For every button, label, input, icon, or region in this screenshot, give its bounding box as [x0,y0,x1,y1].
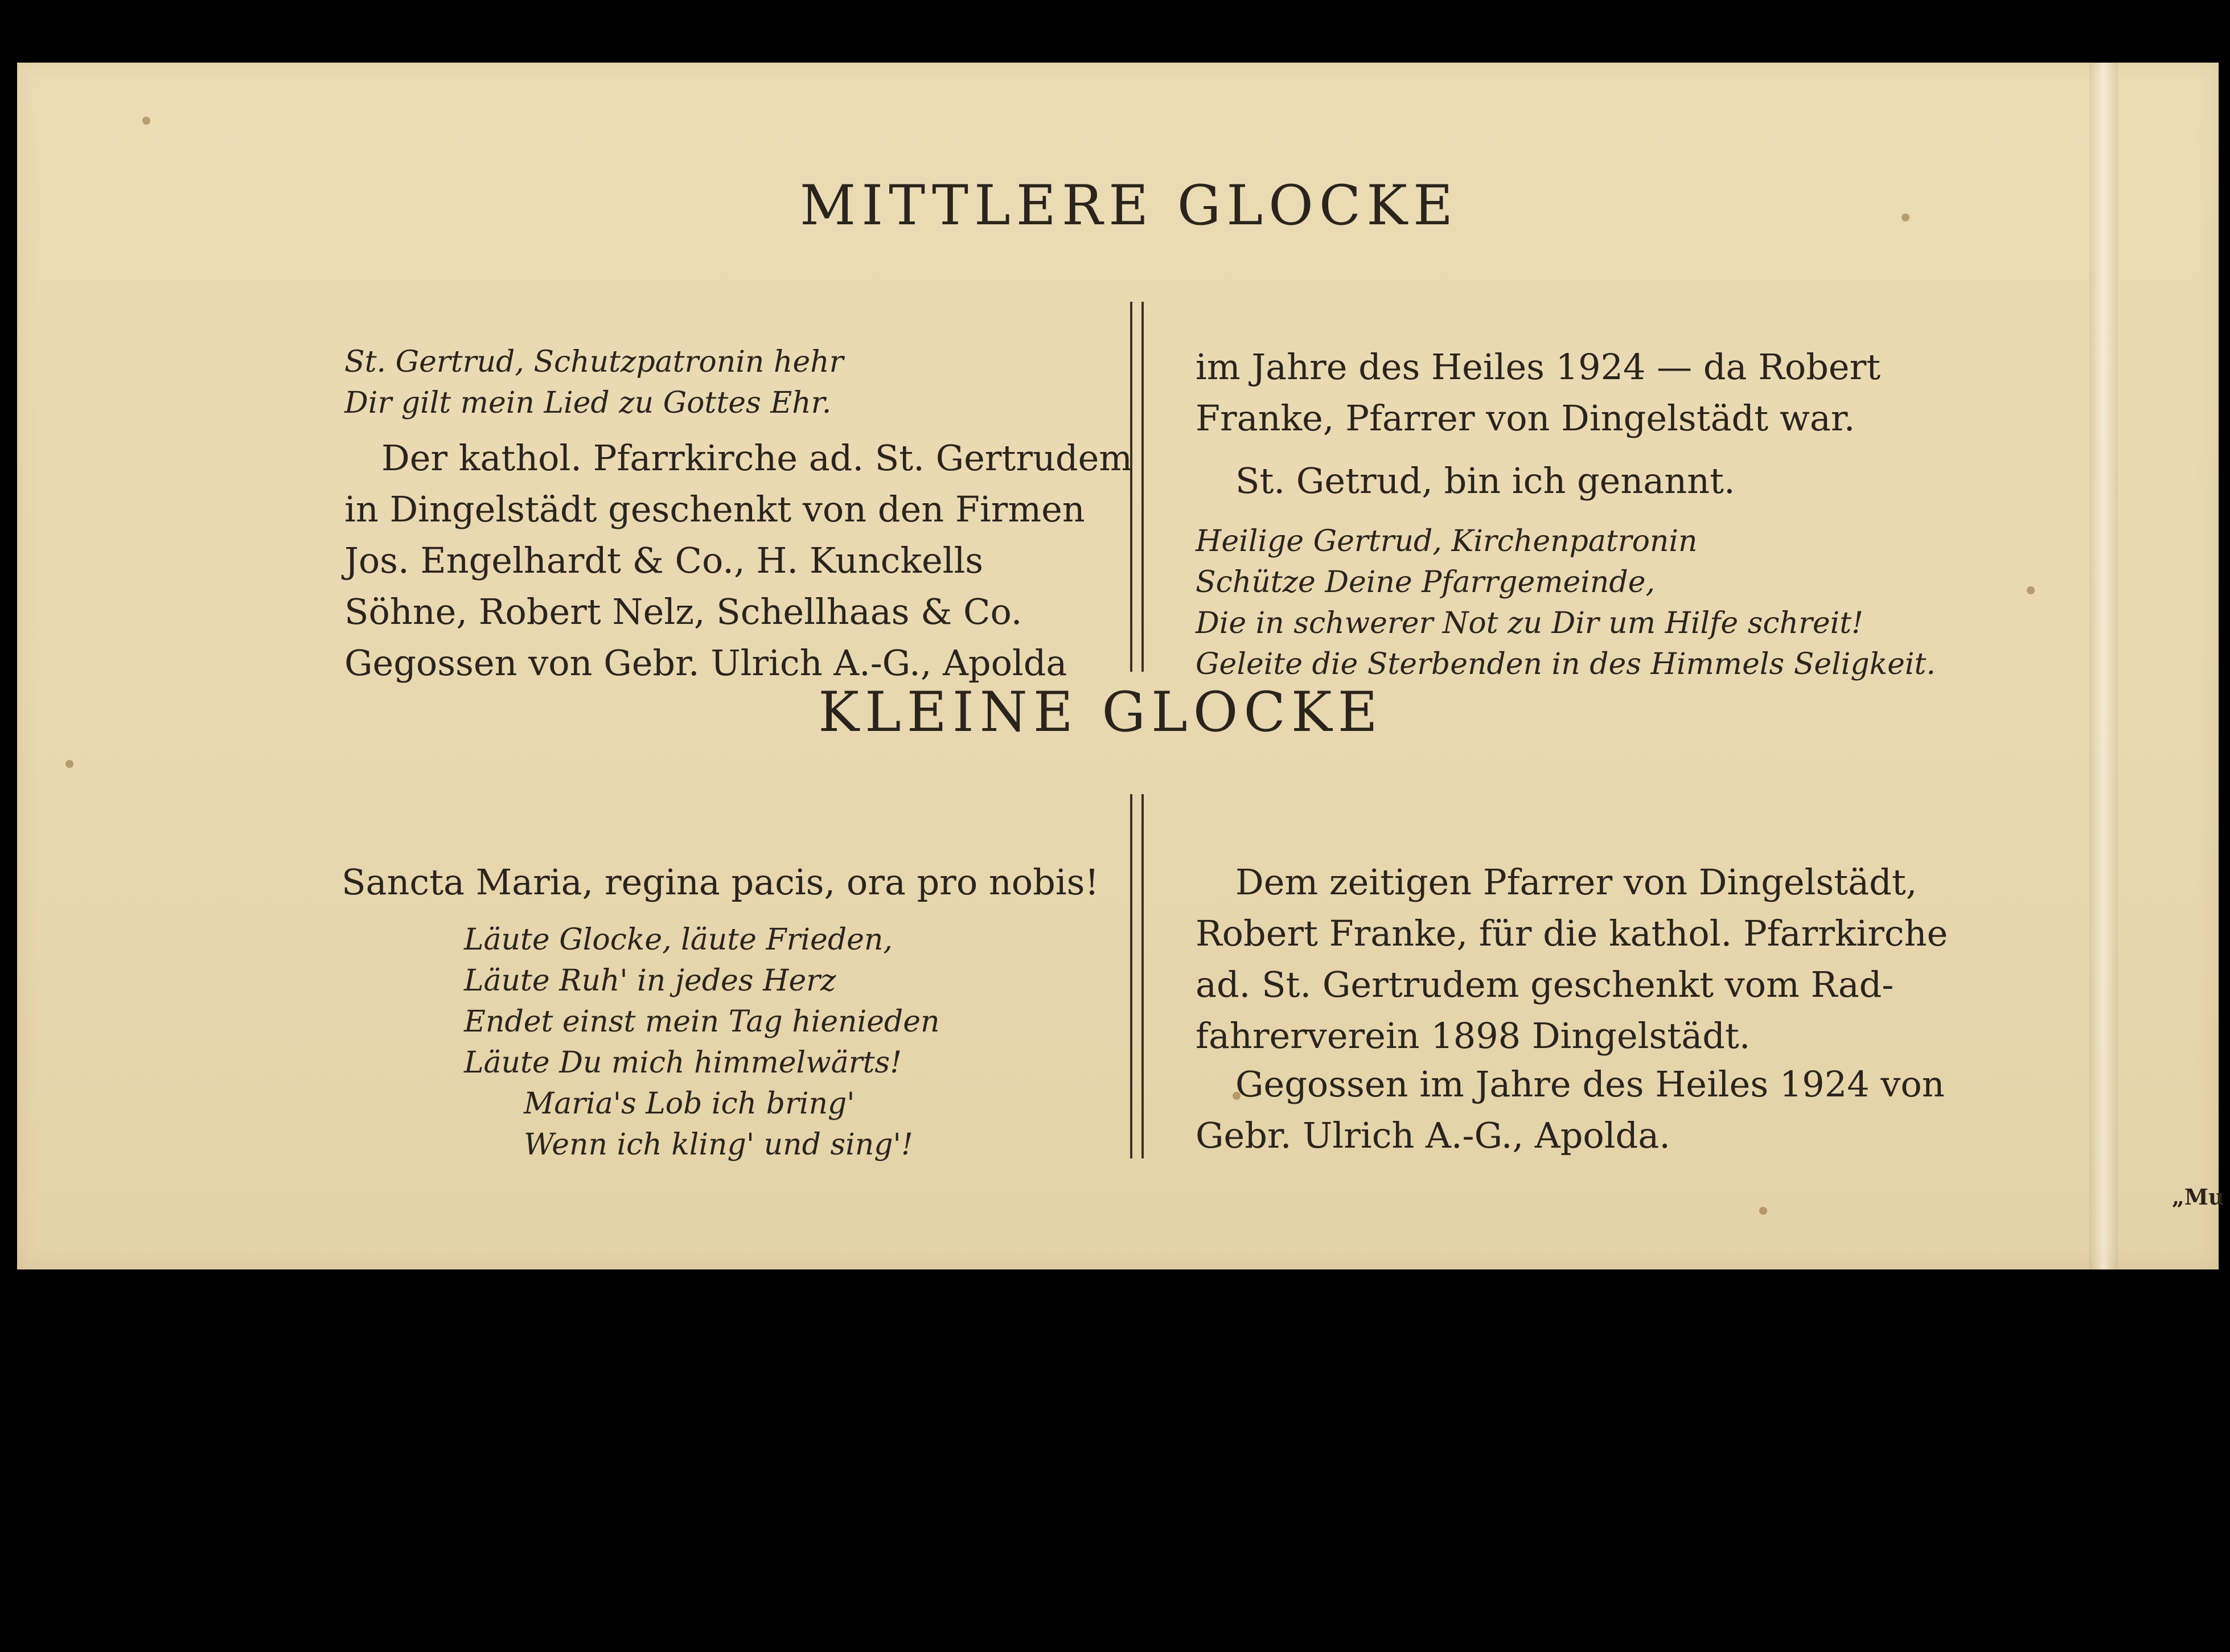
verse-line: Dir gilt mein Lied zu Gottes Ehr. [344,386,832,420]
text-line: Jos. Engelhardt & Co., H. Kunckells [344,540,984,581]
bell-card [17,63,2224,1269]
column-divider [1130,794,1144,1158]
kleine-cast-first-line: Gegossen im Jahre des Heiles 1924 von [1235,1063,1945,1105]
verse-line: Läute Du mich himmelwärts! [464,1046,902,1080]
verse-line: St. Gertrud, Schutzpatronin hehr [344,345,844,379]
kleine-motto: Sancta Maria, regina pacis, ora pro nobis! [342,861,1099,903]
paper-spot [65,760,73,768]
text-line: Franke, Pfarrer von Dingelstädt war. [1196,397,1855,439]
verse-line: Läute Ruh' in jedes Herz [464,964,836,998]
paper-spot [2027,586,2035,594]
paper-spot [1233,1092,1241,1100]
text-line: Gebr. Ulrich A.-G., Apolda. [1196,1115,1670,1156]
mittlere-prayer-verse [1196,521,1936,685]
text-line: Robert Franke, für die kathol. Pfarrkirche [1196,913,1948,954]
verse-line: Geleite die Sterbenden in des Himmels Seligkeit. [1196,647,1936,681]
paper-spot [1759,1207,1767,1215]
verse-line: Wenn ich kling' und sing'! [524,1128,913,1162]
text-line: ad. St. Gertrudem geschenkt vom Rad- [1196,964,1894,1005]
kleine-donation-text [1196,908,1948,1062]
text-line: Söhne, Robert Nelz, Schellhaas & Co. [344,591,1022,632]
heading-mittlere-glocke: MITTLERE GLOCKE [799,174,1459,237]
kleine-donation-first-line: Dem zeitigen Pfarrer von Dingelstädt, [1235,861,1917,903]
kleine-verse [464,919,939,1083]
paper-spot [142,117,150,125]
kleine-cast-text [1196,1110,1670,1161]
text-line: im Jahre des Heiles 1924 — da Robert [1196,346,1881,388]
verse-line: Läute Glocke, läute Frieden, [464,923,893,957]
paper-spot [1902,213,1909,221]
mittlere-bell-name: St. Getrud, bin ich genannt. [1235,460,1735,502]
verse-line: Endet einst mein Tag hienieden [464,1005,940,1039]
text-line: in Dingelstädt geschenkt von den Firmen [344,488,1085,530]
corner-fragment-text: „Mu [2172,1184,2224,1210]
card-fold [2089,63,2118,1269]
column-divider [1130,302,1144,672]
mittlere-donation-text [344,484,1085,689]
verse-line: Maria's Lob ich bring' [524,1087,855,1121]
mittlere-year-text [1196,342,1880,444]
heading-kleine-glocke: KLEINE GLOCKE [818,680,1383,744]
verse-line: Schütze Deine Pfarrgemeinde, [1196,565,1656,599]
mittlere-verse [344,342,843,424]
mittlere-donation-first-line: Der kathol. Pfarrkirche ad. St. Gertrudem [381,437,1133,479]
verse-line: Heilige Gertrud, Kirchenpatronin [1196,524,1698,558]
kleine-verse-end [524,1083,913,1165]
text-line: Gegossen von Gebr. Ulrich A.-G., Apolda [344,642,1067,684]
text-line: fahrerverein 1898 Dingelstädt. [1196,1015,1751,1057]
verse-line: Die in schwerer Not zu Dir um Hilfe schreit! [1196,606,1864,640]
